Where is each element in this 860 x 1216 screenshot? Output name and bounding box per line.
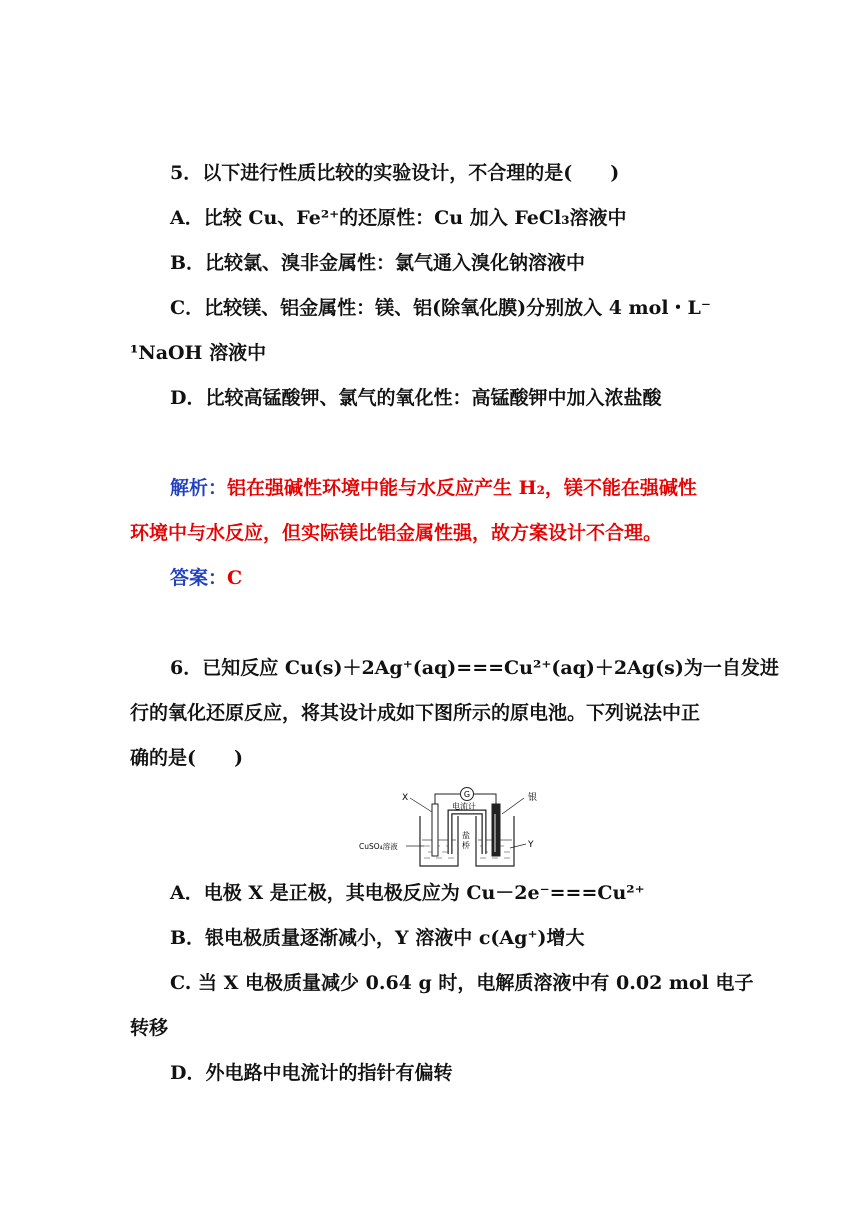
q5-analysis-line1	[170, 475, 697, 501]
q5-answer	[170, 565, 242, 591]
silver-label: 银	[528, 793, 538, 803]
salt-bridge-label-1: 盐	[462, 831, 470, 840]
q6-option-c: C. 当 X 电极质量减少 0.64 g 时，电解质溶液中有 0.02 mol 电子	[170, 972, 754, 994]
analysis-text: 铝在强碱性环境中能与水反应产生 H₂，镁不能在强碱性	[227, 477, 697, 499]
salt-bridge-label-2: 桥	[462, 841, 470, 850]
analysis-label: 解析：	[170, 477, 228, 499]
q5-option-a: A．比较 Cu、Fe²⁺的还原性：Cu 加入 FeCl₃溶液中	[170, 207, 627, 229]
q5-analysis-line2: 环境中与水反应，但实际镁比铝金属性强，故方案设计不合理。	[130, 522, 663, 544]
q6-option-a: A．电极 X 是正极，其电极反应为 Cu－2e⁻===Cu²⁺	[170, 882, 645, 904]
solution-y-label: Y	[528, 840, 534, 850]
galvanic-cell-figure	[358, 784, 548, 872]
q5-option-d: D．比较高锰酸钾、氯气的氧化性：高锰酸钾中加入浓盐酸	[170, 387, 662, 409]
q6-option-d: D．外电路中电流计的指针有偏转	[170, 1062, 453, 1084]
q5-option-c-cont: ¹NaOH 溶液中	[130, 342, 267, 364]
q5-stem: 5．以下进行性质比较的实验设计，不合理的是( )	[170, 162, 620, 184]
q6-option-c-cont: 转移	[130, 1017, 169, 1039]
ammeter-label: 电流计	[452, 802, 476, 811]
q6-option-b: B．银电极质量逐渐减小，Y 溶液中 c(Ag⁺)增大	[170, 927, 585, 949]
answer-value: C	[227, 567, 243, 589]
q5-option-b: B．比较氯、溴非金属性：氯气通入溴化钠溶液中	[170, 252, 586, 274]
galvanometer-symbol: G	[463, 790, 471, 799]
q6-stem-line1: 6．已知反应 Cu(s)＋2Ag⁺(aq)===Cu²⁺(aq)＋2Ag(s)为一自发进	[170, 657, 779, 679]
answer-label: 答案：	[170, 567, 228, 589]
cuso4-solution-label: CuSO₄溶液	[359, 842, 398, 851]
q6-stem-line2: 行的氧化还原反应，将其设计成如下图所示的原电池。下列说法中正	[130, 702, 701, 724]
q6-stem-line3: 确的是( )	[130, 747, 243, 769]
q5-option-c: C．比较镁、铝金属性：镁、铝(除氧化膜)分别放入 4 mol・L⁻	[170, 297, 711, 319]
electrode-x-label: X	[402, 793, 409, 803]
